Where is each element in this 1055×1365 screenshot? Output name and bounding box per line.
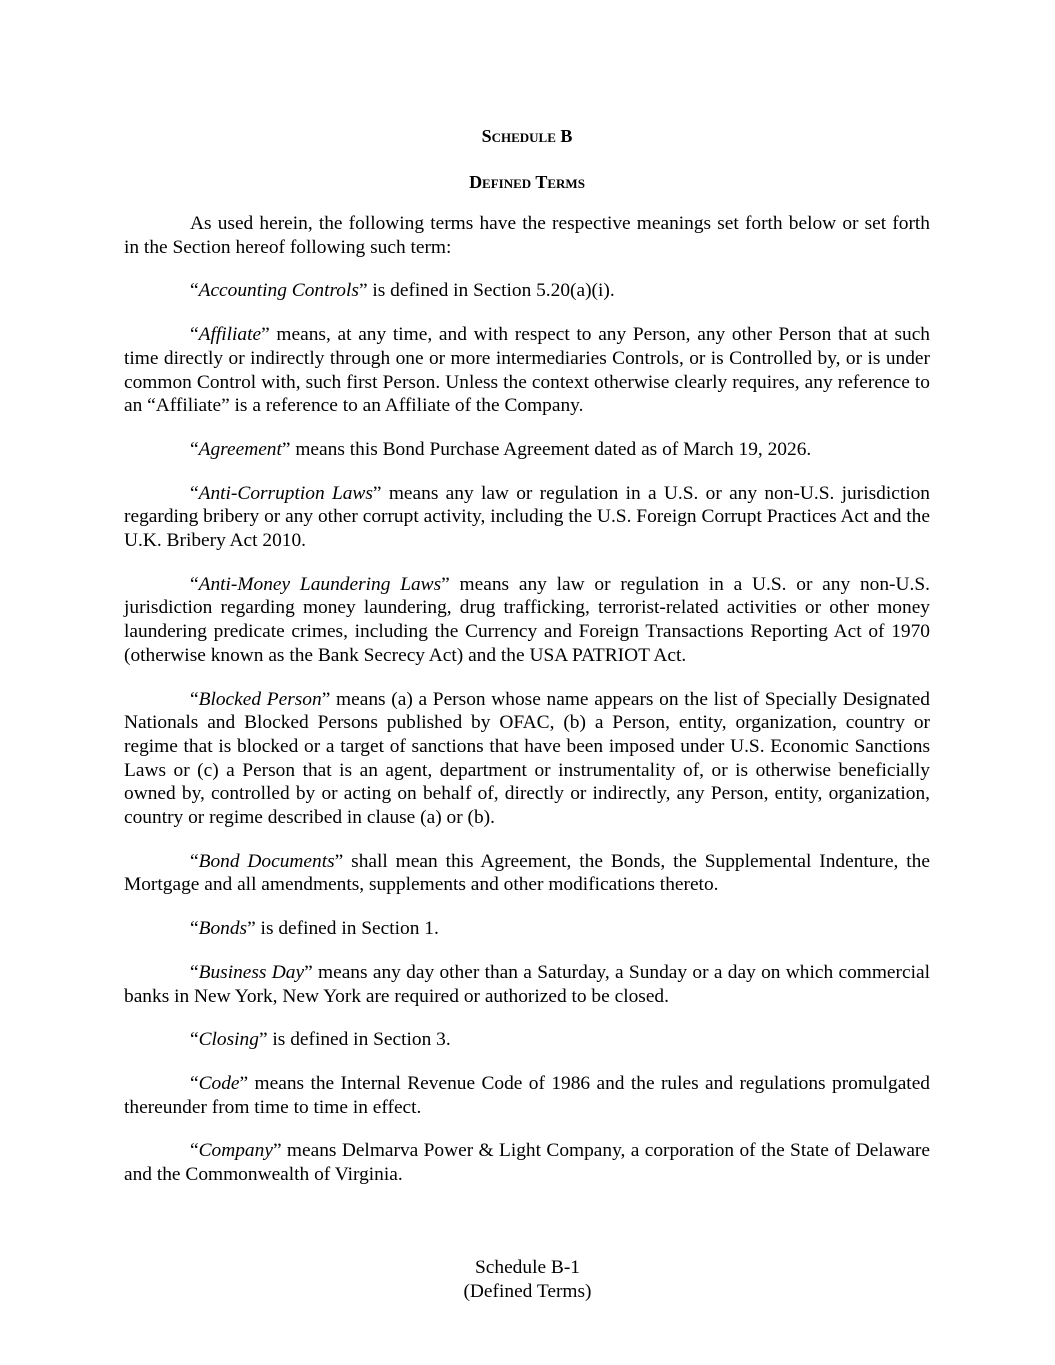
defined-term: Bond Documents bbox=[198, 850, 335, 872]
definition-paragraph: “Blocked Person” means (a) a Person whose name appears on the list of Specially Designated Nationals and Blocked Persons published by OFAC, (b) a Person, entity, organization, country or regime that is blocked or a target of sanctions that have been imposed under U.S. Economic Sanctions Laws or (c) a Person that is an agent, department or instrumentality of, or is otherwise beneficially owned by, controlled by or acting on behalf of, directly or indirectly, any Person, entity, organization, country or regime described in clause (a) or (b). bbox=[124, 688, 931, 829]
definition-text: means Delmarva Power & Light Company, a corporation of the State of Delaware and the Commonwealth of Virginia. bbox=[124, 1140, 930, 1186]
defined-term: Business Day bbox=[198, 961, 305, 983]
page-footer bbox=[0, 1256, 1055, 1303]
defined-term: Anti-Money Laundering Laws bbox=[198, 573, 442, 595]
definition-paragraph: “Bond Documents” shall mean this Agreement, the Bonds, the Supplemental Indenture, the Mortgage and all amendments, supplements and other modifications thereto. bbox=[124, 850, 930, 896]
definition-paragraph: “Code” means the Internal Revenue Code of 1986 and the rules and regulations promulgated thereunder from time to time in effect. bbox=[124, 1072, 930, 1118]
definition-text: means (a) a Person whose name appears on the list of Specially Designated Nationals and Blocked Persons published by OFAC, (b) a Person, entity, organization, country or regime that is blocked or a target of sanctions that have been imposed under U.S. Economic Sanctions Laws or (c) a Person that is an agent, department or instrumentality of, or is otherwise beneficially owned by, controlled by or acting on behalf of, directly or indirectly, any Person, entity, organization, country or regime described in clause (a) or (b). bbox=[124, 688, 931, 829]
definition-text: is defined in Section 1. bbox=[255, 918, 439, 940]
definition-paragraph: “Bonds” is defined in Section 1. bbox=[190, 918, 439, 940]
definition-paragraph: “Company” means Delmarva Power & Light Company, a corporation of the State of Delaware and the Commonwealth of Virginia. bbox=[124, 1140, 930, 1186]
defined-term: Company bbox=[198, 1140, 273, 1162]
definition-text: means this Bond Purchase Agreement dated as of March 19, 2026. bbox=[290, 438, 812, 460]
document-title: Defined Terms bbox=[469, 172, 585, 192]
definition-text: means any law or regulation in a U.S. or any non-U.S. jurisdiction regarding bribery or any other corrupt activity, including the U.S. Foreign Corrupt Practices Act and the U.K. Bribery Act 2010. bbox=[124, 482, 930, 552]
defined-term: Code bbox=[198, 1072, 240, 1094]
definition-text: means any day other than a Saturday, a Sunday or a day on which commercial banks in New York, New York are required or authorized to be closed. bbox=[124, 961, 930, 1007]
defined-term: Bonds bbox=[198, 918, 248, 940]
defined-term: Agreement bbox=[198, 438, 282, 460]
footer-section-label: (Defined Terms) bbox=[463, 1280, 592, 1302]
footer-page-label: Schedule B-1 bbox=[474, 1257, 580, 1278]
schedule-title: Schedule B bbox=[481, 126, 573, 146]
definition-text: means, at any time, and with respect to any Person, any other Person that at such time directly or indirectly through one or more intermediaries Controls, or is Controlled by, or is under common Control with, such first Person. Unless the context otherwise clearly requires, any reference to an “Affiliate” is a reference to an Affiliate of the Company. bbox=[124, 324, 930, 417]
defined-term: Closing bbox=[198, 1029, 259, 1051]
definition-text: shall mean this Agreement, the Bonds, the Supplemental Indenture, the Mortgage and all amendments, supplements and other modifications thereto. bbox=[124, 850, 930, 896]
definition-paragraph: “Anti-Money Laundering Laws” means any law or regulation in a U.S. or any non-U.S. jurisdiction regarding money laundering, drug trafficking, terrorist-related activities or other money laundering predicate crimes, including the Currency and Foreign Transactions Reporting Act of 1970 (otherwise known as the Bank Secrecy Act) and the USA PATRIOT Act. bbox=[124, 573, 930, 666]
definition-paragraph: “Anti-Corruption Laws” means any law or regulation in a U.S. or any non-U.S. jurisdiction regarding bribery or any other corrupt activity, including the U.S. Foreign Corrupt Practices Act and the U.K. Bribery Act 2010. bbox=[124, 482, 930, 552]
definition-text: is defined in Section 3. bbox=[267, 1029, 451, 1051]
defined-term: Anti-Corruption Laws bbox=[198, 482, 373, 504]
definition-text: is defined in Section 5.20(a)(i). bbox=[367, 280, 615, 302]
definition-text: means any law or regulation in a U.S. or any non-U.S. jurisdiction regarding money laundering, drug trafficking, terrorist-related activities or other money laundering predicate crimes, including the Currency and Foreign Transactions Reporting Act of 1970 (otherwise known as the Bank Secrecy Act) and the USA PATRIOT Act. bbox=[124, 573, 930, 666]
defined-term: Blocked Person bbox=[198, 688, 322, 710]
definition-text: means the Internal Revenue Code of 1986 and the rules and regulations promulgated thereunder from time to time in effect. bbox=[124, 1072, 930, 1118]
intro-paragraph: As used herein, the following terms have the respective meanings set forth below or set forth in the Section hereof following such term: bbox=[124, 213, 930, 258]
defined-term: Accounting Controls bbox=[198, 280, 359, 302]
definition-paragraph: “Agreement” means this Bond Purchase Agreement dated as of March 19, 2026. bbox=[190, 438, 812, 460]
definition-paragraph: “Business Day” means any day other than a Saturday, a Sunday or a day on which commercial banks in New York, New York are required or authorized to be closed. bbox=[124, 961, 930, 1007]
definition-paragraph: “Accounting Controls” is defined in Section 5.20(a)(i). bbox=[190, 280, 615, 302]
defined-term: Affiliate bbox=[198, 324, 262, 346]
definition-paragraph: “Closing” is defined in Section 3. bbox=[190, 1029, 451, 1051]
document-body bbox=[124, 124, 930, 1207]
definition-paragraph: “Affiliate” means, at any time, and with respect to any Person, any other Person that at such time directly or indirectly through one or more intermediaries Controls, or is Controlled by, or is under common Control with, such first Person. Unless the context otherwise clearly requires, any reference to an “Affiliate” is a reference to an Affiliate of the Company. bbox=[124, 324, 930, 417]
